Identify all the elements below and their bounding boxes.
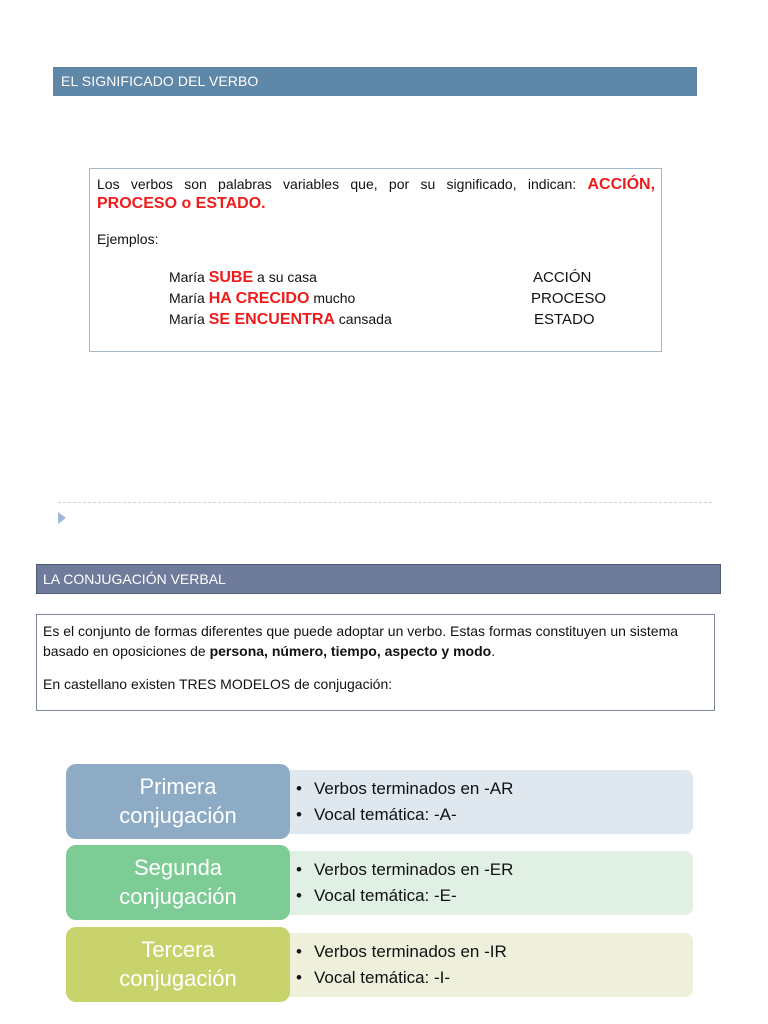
example-verb: SE ENCUENTRA [208, 311, 335, 328]
first-conjugation-details [280, 770, 693, 834]
section-title-significado: EL SIGNIFICADO DEL VERBO [53, 67, 697, 96]
example-pre: María [169, 311, 209, 327]
example-pre: María [169, 290, 209, 306]
example-row [97, 267, 655, 288]
example-sentence [169, 309, 392, 330]
bullet-item: • Verbos terminados en -IR [296, 939, 693, 965]
conjugation-line2: conjugación [119, 884, 237, 909]
example-sentence [169, 288, 355, 309]
example-type: ACCIÓN [533, 269, 592, 286]
conjugation-line2: conjugación [119, 803, 237, 828]
conjugation-line1: Segunda [133, 855, 223, 880]
example-verb: HA CRECIDO [208, 290, 310, 307]
example-sentence [169, 267, 317, 288]
bullet-item: • Vocal temática: -I- [296, 965, 693, 991]
example-post: a su casa [253, 269, 317, 285]
example-row [97, 288, 655, 309]
example-row [97, 309, 655, 330]
definition-bold: persona, número, tiempo, aspecto y modo [209, 643, 492, 659]
bullet-item: • Verbos terminados en -ER [296, 857, 693, 883]
conjugation-line2: conjugación [119, 966, 237, 991]
definition-text [97, 175, 655, 213]
first-conjugation-label [66, 764, 290, 839]
triangle-bullet-icon [58, 512, 66, 524]
second-conjugation-label [66, 845, 290, 920]
third-conjugation-label [66, 927, 290, 1002]
example-type: PROCESO [531, 290, 607, 307]
example-post: cansada [334, 311, 392, 327]
third-conjugation-details [280, 933, 693, 997]
example-verb: SUBE [208, 269, 254, 286]
example-pre: María [169, 269, 209, 285]
example-type: ESTADO [534, 311, 595, 328]
examples-label: Ejemplos: [97, 231, 159, 247]
definition-end: . [491, 643, 496, 659]
bullet-item: • Vocal temática: -A- [296, 802, 693, 828]
conjugation-line1: Primera [139, 774, 217, 799]
section-title-conjugacion: LA CONJUGACIÓN VERBAL [36, 564, 721, 594]
definition-highlight: ACCIÓN, PROCESO o ESTADO. [97, 176, 656, 212]
conjugation-line1: Tercera [141, 937, 215, 962]
bullet-item: • Vocal temática: -E- [296, 883, 693, 909]
second-conjugation-details [280, 851, 693, 915]
examples-list [97, 267, 655, 330]
definition-box [89, 168, 662, 352]
conjugation-definition-text [43, 621, 708, 661]
definition-start: Es el conjunto de formas diferentes que puede adoptar un verbo. Estas formas constituyen un sistema basado en oposiciones de [43, 623, 679, 659]
bullet-item: • Verbos terminados en -AR [296, 776, 693, 802]
conjugation-models-text: En castellano existen TRES MODELOS de conjugación: [43, 676, 393, 692]
conjugation-definition-box [36, 614, 715, 711]
slide-divider [58, 502, 712, 503]
example-post: mucho [309, 290, 356, 306]
definition-intro: Los verbos son palabras variables que, por su significado, indican: [97, 176, 577, 192]
